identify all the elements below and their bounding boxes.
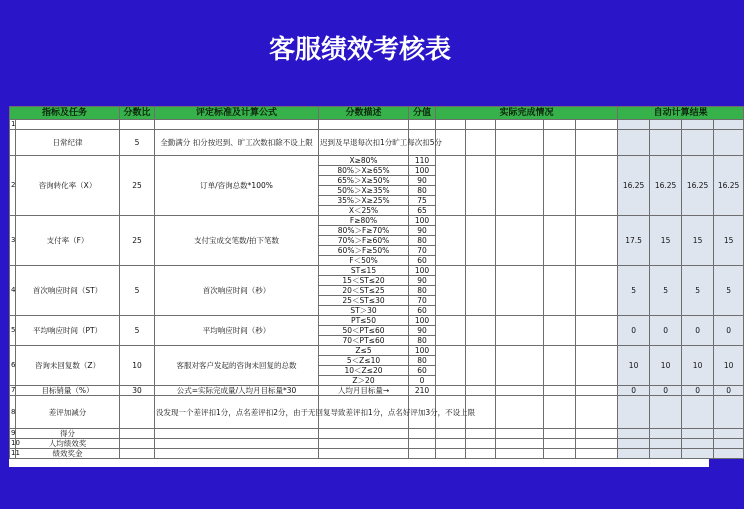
cell[interactable] [409, 429, 436, 439]
cell[interactable] [466, 346, 496, 386]
indicator-name[interactable]: 咨询转化率（X） [16, 156, 120, 216]
band-score[interactable]: 60 [409, 256, 436, 266]
auto-result[interactable]: 0 [650, 316, 682, 346]
row-number[interactable]: 11 [11, 449, 20, 457]
auto-cell[interactable] [714, 439, 744, 449]
indicator-name[interactable]: 咨询未回复数（Z） [16, 346, 120, 386]
weight-value[interactable]: 5 [120, 130, 155, 156]
row-number[interactable]: 1 [11, 120, 16, 128]
cell[interactable] [120, 429, 155, 439]
standard-text[interactable]: 支付宝成交笔数/拍下笔数 [155, 216, 319, 266]
col-header-weight[interactable]: 分数比 [120, 107, 155, 120]
auto-result[interactable]: 10 [650, 346, 682, 386]
score-description[interactable]: 迟到及早退每次扣1分旷工每次扣5分 [319, 130, 409, 156]
col-header-description[interactable]: 分数描述 [319, 107, 409, 120]
cell[interactable] [466, 130, 496, 156]
cell[interactable] [436, 439, 466, 449]
auto-cell[interactable] [650, 449, 682, 459]
cell[interactable] [409, 449, 436, 459]
band-description[interactable]: F＜50% [319, 256, 409, 266]
cell[interactable] [576, 346, 618, 386]
col-header-standard[interactable]: 评定标准及计算公式 [155, 107, 319, 120]
weight-value[interactable]: 5 [120, 316, 155, 346]
band-score[interactable]: 100 [409, 166, 436, 176]
cell[interactable] [466, 120, 496, 130]
auto-result[interactable]: 0 [682, 386, 714, 396]
cell[interactable] [576, 216, 618, 266]
auto-result[interactable]: 17.5 [618, 216, 650, 266]
cell[interactable] [544, 120, 576, 130]
col-header-actual[interactable]: 实际完成情况 [436, 107, 618, 120]
band-description[interactable]: 60%＞F≥50% [319, 246, 409, 256]
auto-result[interactable]: 0 [650, 386, 682, 396]
cell[interactable] [496, 449, 544, 459]
table-row [10, 449, 744, 459]
cell[interactable] [576, 429, 618, 439]
band-score[interactable]: 60 [409, 366, 436, 376]
cell[interactable] [436, 316, 466, 346]
auto-result[interactable]: 5 [618, 266, 650, 316]
cell[interactable] [496, 156, 544, 216]
auto-cell[interactable] [714, 429, 744, 439]
band-description[interactable]: X≥80% [319, 156, 409, 166]
row-number[interactable]: 8 [10, 396, 16, 429]
cell[interactable] [436, 449, 466, 459]
auto-cell[interactable] [650, 120, 682, 130]
cell[interactable] [496, 439, 544, 449]
auto-cell[interactable] [618, 396, 650, 429]
band-description[interactable]: 70＜PT≤60 [319, 336, 409, 346]
kpi-table [9, 106, 744, 459]
auto-cell[interactable] [714, 130, 744, 156]
weight-value[interactable]: 5 [120, 266, 155, 316]
band-score[interactable]: 80 [409, 286, 436, 296]
table-row [10, 386, 744, 396]
band-score[interactable]: 90 [409, 276, 436, 286]
auto-cell[interactable] [618, 130, 650, 156]
band-score[interactable]: 80 [409, 236, 436, 246]
auto-result[interactable]: 5 [650, 266, 682, 316]
band-score[interactable]: 100 [409, 266, 436, 276]
col-header-score[interactable]: 分值 [409, 107, 436, 120]
band-score[interactable]: 70 [409, 296, 436, 306]
cell[interactable] [466, 266, 496, 316]
band-description[interactable]: 5＜Z≤10 [319, 356, 409, 366]
auto-result[interactable]: 0 [618, 386, 650, 396]
band-description[interactable]: 70%＞F≥60% [319, 236, 409, 246]
band-score[interactable]: 65 [409, 206, 436, 216]
auto-result[interactable]: 10 [714, 346, 744, 386]
auto-cell[interactable] [618, 439, 650, 449]
cell[interactable] [496, 316, 544, 346]
band-description[interactable]: 65%＞X≥50% [319, 176, 409, 186]
cell[interactable] [544, 130, 576, 156]
cell[interactable] [436, 386, 466, 396]
cell[interactable] [319, 120, 409, 130]
cell[interactable] [319, 439, 409, 449]
cell[interactable] [319, 449, 409, 459]
auto-cell[interactable] [682, 130, 714, 156]
cell[interactable] [544, 386, 576, 396]
standard-text[interactable]: 平均响应时间（秒） [155, 316, 319, 346]
cell[interactable] [466, 439, 496, 449]
cell[interactable] [466, 316, 496, 346]
cell[interactable] [436, 266, 466, 316]
table-row [10, 130, 744, 156]
cell[interactable] [496, 216, 544, 266]
band-description[interactable]: ST≤15 [319, 266, 409, 276]
standard-text[interactable]: 首次响应时间（秒） [155, 266, 319, 316]
auto-result[interactable]: 15 [682, 216, 714, 266]
cell[interactable] [466, 429, 496, 439]
standard-text[interactable]: 订单/咨询总数*100% [155, 156, 319, 216]
band-description[interactable]: 25＜ST≤30 [319, 296, 409, 306]
col-header-auto[interactable]: 自动计算结果 [618, 107, 744, 120]
auto-result[interactable]: 0 [618, 316, 650, 346]
weight-value[interactable]: 25 [120, 156, 155, 216]
cell[interactable] [544, 346, 576, 386]
band-score[interactable]: 60 [409, 306, 436, 316]
auto-result[interactable]: 16.25 [682, 156, 714, 216]
auto-result[interactable]: 16.25 [714, 156, 744, 216]
cell[interactable] [120, 449, 155, 459]
table-row [10, 266, 744, 276]
cell[interactable] [576, 156, 618, 216]
auto-result[interactable]: 10 [682, 346, 714, 386]
cell[interactable] [436, 156, 466, 216]
band-description[interactable]: PT≤50 [319, 316, 409, 326]
band-description[interactable]: ST＞30 [319, 306, 409, 316]
row-number[interactable]: 3 [10, 216, 16, 266]
standard-text[interactable]: 公式=实际完成量/人均月目标量*30 [155, 386, 319, 396]
cell[interactable] [155, 429, 319, 439]
band-description[interactable]: Z＞20 [319, 376, 409, 386]
band-description[interactable]: Z≤5 [319, 346, 409, 356]
auto-cell[interactable] [682, 449, 714, 459]
auto-cell[interactable] [650, 439, 682, 449]
weight-value[interactable]: 10 [120, 346, 155, 386]
auto-cell[interactable] [714, 449, 744, 459]
indicator-name[interactable]: 支付率（F） [16, 216, 120, 266]
band-score[interactable]: 75 [409, 196, 436, 206]
cell[interactable] [496, 396, 544, 429]
table-row [10, 439, 744, 449]
row-number[interactable]: 5 [10, 316, 16, 346]
cell[interactable] [544, 156, 576, 216]
auto-result[interactable]: 0 [714, 386, 744, 396]
cell[interactable] [319, 429, 409, 439]
band-description[interactable]: 80%＞F≥70% [319, 226, 409, 236]
auto-cell[interactable] [618, 449, 650, 459]
band-score[interactable]: 80 [409, 186, 436, 196]
cell[interactable] [496, 130, 544, 156]
cell[interactable] [409, 439, 436, 449]
cell[interactable] [120, 396, 155, 429]
auto-cell[interactable] [682, 439, 714, 449]
band-score[interactable]: 70 [409, 246, 436, 256]
auto-cell[interactable] [714, 120, 744, 130]
cell[interactable] [155, 120, 319, 130]
band-score[interactable]: 80 [409, 356, 436, 366]
cell[interactable] [576, 130, 618, 156]
cell[interactable] [436, 216, 466, 266]
band-description[interactable]: 50%＞X≥35% [319, 186, 409, 196]
performance-sheet [9, 106, 740, 467]
band-description[interactable]: 10＜Z≤20 [319, 366, 409, 376]
auto-cell[interactable] [650, 130, 682, 156]
band-score[interactable]: 90 [409, 226, 436, 236]
table-row [10, 396, 744, 429]
auto-result[interactable]: 16.25 [650, 156, 682, 216]
table-row [10, 120, 744, 130]
cell[interactable] [544, 216, 576, 266]
cell[interactable] [576, 120, 618, 130]
cell[interactable] [120, 439, 155, 449]
band-description[interactable]: 35%＞X≥25% [319, 196, 409, 206]
table-row [10, 216, 744, 226]
header-row [10, 107, 744, 120]
row-number[interactable]: 4 [10, 266, 16, 316]
indicator-name[interactable]: 绩效奖金 [16, 449, 120, 459]
auto-result[interactable]: 0 [682, 316, 714, 346]
cell[interactable] [466, 156, 496, 216]
table-row [10, 346, 744, 356]
auto-result[interactable]: 5 [714, 266, 744, 316]
cell[interactable] [436, 346, 466, 386]
cell[interactable] [576, 316, 618, 346]
auto-cell[interactable] [682, 396, 714, 429]
cell[interactable] [466, 216, 496, 266]
standard-text[interactable]: 客服对客户发起的咨询未回复的总数 [155, 346, 319, 386]
auto-cell[interactable] [650, 396, 682, 429]
table-row [10, 429, 744, 439]
cell[interactable] [576, 396, 618, 429]
table-row [10, 316, 744, 326]
cell[interactable] [544, 449, 576, 459]
band-score[interactable]: 90 [409, 326, 436, 336]
page-title: 客服绩效考核表 [268, 35, 451, 65]
band-score[interactable]: 100 [409, 346, 436, 356]
band-score[interactable]: 90 [409, 176, 436, 186]
weight-value[interactable]: 25 [120, 216, 155, 266]
band-description[interactable]: 80%＞X≥65% [319, 166, 409, 176]
auto-result[interactable]: 15 [650, 216, 682, 266]
band-description[interactable]: X＜25% [319, 206, 409, 216]
cell[interactable] [576, 439, 618, 449]
cell[interactable] [496, 266, 544, 316]
band-score[interactable]: 80 [409, 336, 436, 346]
cell[interactable] [496, 346, 544, 386]
auto-cell[interactable] [618, 429, 650, 439]
cell[interactable] [576, 386, 618, 396]
cell[interactable] [576, 266, 618, 316]
cell[interactable] [496, 386, 544, 396]
standard-text[interactable]: 没发现一个差评扣1分，点名差评扣2分，由于无回复导致差评扣1分，点名好评加3分，不设上限 [155, 396, 319, 429]
standard-text[interactable]: 全勤满分 扣分按迟到、旷工次数扣除不设上限 [155, 130, 319, 156]
row-number[interactable]: 10 [11, 439, 20, 447]
indicator-name[interactable]: 差评加减分 [16, 396, 120, 429]
auto-cell[interactable] [682, 429, 714, 439]
band-description[interactable]: 20＜ST≤25 [319, 286, 409, 296]
cell[interactable] [466, 449, 496, 459]
row-number[interactable]: 6 [10, 346, 16, 386]
indicator-name[interactable]: 平均响应时间（PT） [16, 316, 120, 346]
cell[interactable] [544, 316, 576, 346]
weight-value[interactable]: 30 [120, 386, 155, 396]
band-score[interactable]: 100 [409, 316, 436, 326]
indicator-name[interactable]: 首次响应时间（ST） [16, 266, 120, 316]
cell[interactable] [576, 449, 618, 459]
band-score[interactable]: 210 [409, 386, 436, 396]
cell[interactable] [496, 429, 544, 439]
auto-result[interactable]: 15 [714, 216, 744, 266]
auto-cell[interactable] [618, 120, 650, 130]
cell[interactable] [544, 266, 576, 316]
cell[interactable] [436, 429, 466, 439]
cell[interactable] [544, 396, 576, 429]
band-description[interactable]: F≥80% [319, 216, 409, 226]
band-score[interactable]: 0 [409, 376, 436, 386]
band-description[interactable]: 50＜PT≤60 [319, 326, 409, 336]
indicator-name[interactable]: 日常纪律 [16, 130, 120, 156]
auto-result[interactable]: 16.25 [618, 156, 650, 216]
cell[interactable] [496, 120, 544, 130]
row-number[interactable]: 9 [11, 429, 16, 437]
cell[interactable] [409, 120, 436, 130]
cell[interactable] [544, 429, 576, 439]
auto-cell[interactable] [714, 396, 744, 429]
auto-result[interactable]: 10 [618, 346, 650, 386]
indicator-name[interactable]: 人均绩效奖 [16, 439, 120, 449]
auto-cell[interactable] [650, 429, 682, 439]
auto-result[interactable]: 5 [682, 266, 714, 316]
cell[interactable] [16, 120, 120, 130]
cell[interactable] [120, 120, 155, 130]
cell[interactable] [155, 449, 319, 459]
band-description[interactable]: 15＜ST≤20 [319, 276, 409, 286]
band-score[interactable]: 100 [409, 216, 436, 226]
table-row [10, 156, 744, 166]
cell[interactable] [466, 386, 496, 396]
indicator-name[interactable]: 目标销量（%） [16, 386, 120, 396]
row-number[interactable]: 2 [10, 156, 16, 216]
auto-result[interactable]: 0 [714, 316, 744, 346]
cell[interactable] [155, 439, 319, 449]
row-number[interactable]: 7 [11, 386, 16, 394]
cell[interactable] [544, 439, 576, 449]
band-score[interactable]: 110 [409, 156, 436, 166]
auto-cell[interactable] [682, 120, 714, 130]
indicator-name[interactable]: 得分 [16, 429, 120, 439]
cell[interactable] [436, 120, 466, 130]
score-description[interactable]: 人均月目标量→ [319, 386, 409, 396]
col-header-indicator[interactable]: 指标及任务 [10, 107, 120, 120]
